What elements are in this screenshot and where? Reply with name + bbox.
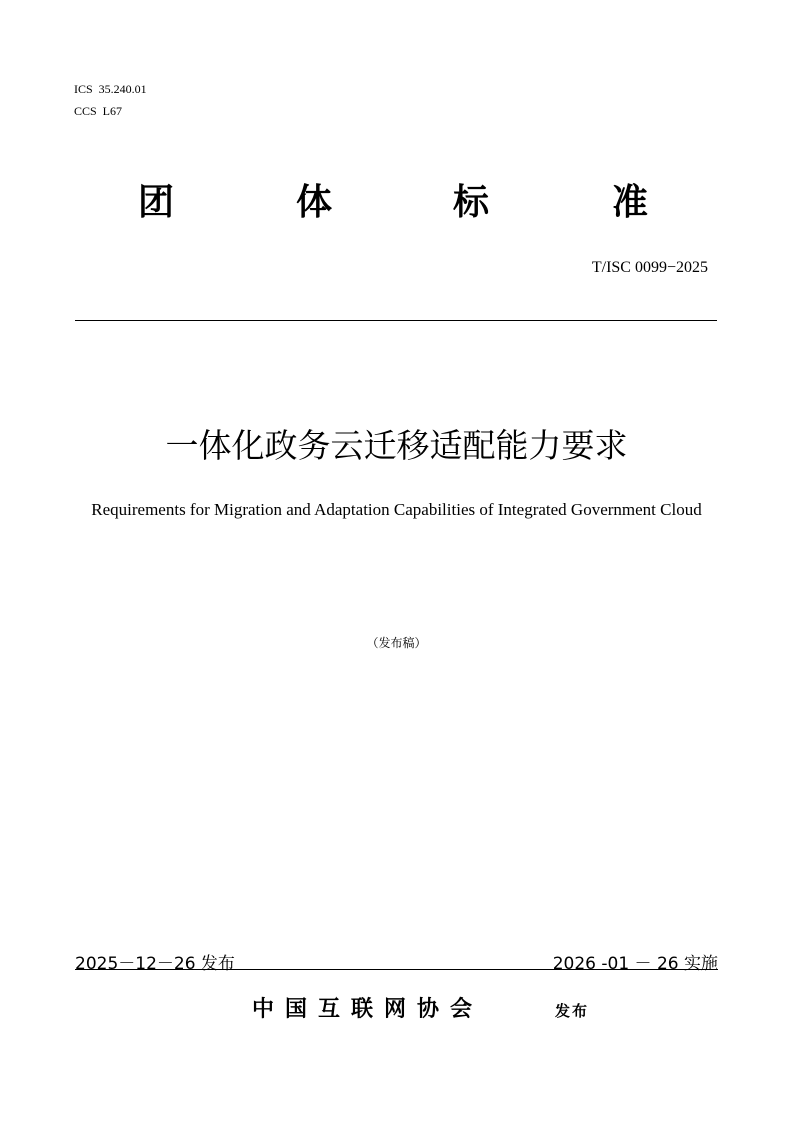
implementation-date: 2026 -01 － 26 实施: [552, 954, 718, 974]
standard-type-heading: [0, 178, 793, 228]
standard-type-char: 准: [612, 181, 649, 223]
standard-type-char: 团: [138, 181, 175, 223]
classification-codes: [74, 78, 147, 122]
standard-number: T/ISC 0099−2025: [591, 259, 708, 276]
ics-code: ICS 35.240.01: [74, 82, 147, 96]
title-chinese: 一体化政务云迁移适配能力要求: [165, 426, 628, 465]
standard-type-char: 标: [453, 181, 490, 223]
release-date: 2025－12－26 发布: [75, 954, 235, 974]
ccs-code: CCS L67: [74, 104, 123, 118]
title-english: Requirements for Migration and Adaptation Capabilities of Integrated Government Cloud: [91, 500, 702, 519]
footer-divider: [75, 969, 718, 970]
date-row: [75, 949, 718, 974]
publish-label: 发布: [555, 1002, 590, 1020]
draft-status: （发布稿）: [366, 636, 427, 650]
header-divider: [75, 320, 717, 321]
standard-type-char: 体: [296, 181, 333, 223]
publisher-name: 中国互联网协会: [252, 997, 484, 1022]
